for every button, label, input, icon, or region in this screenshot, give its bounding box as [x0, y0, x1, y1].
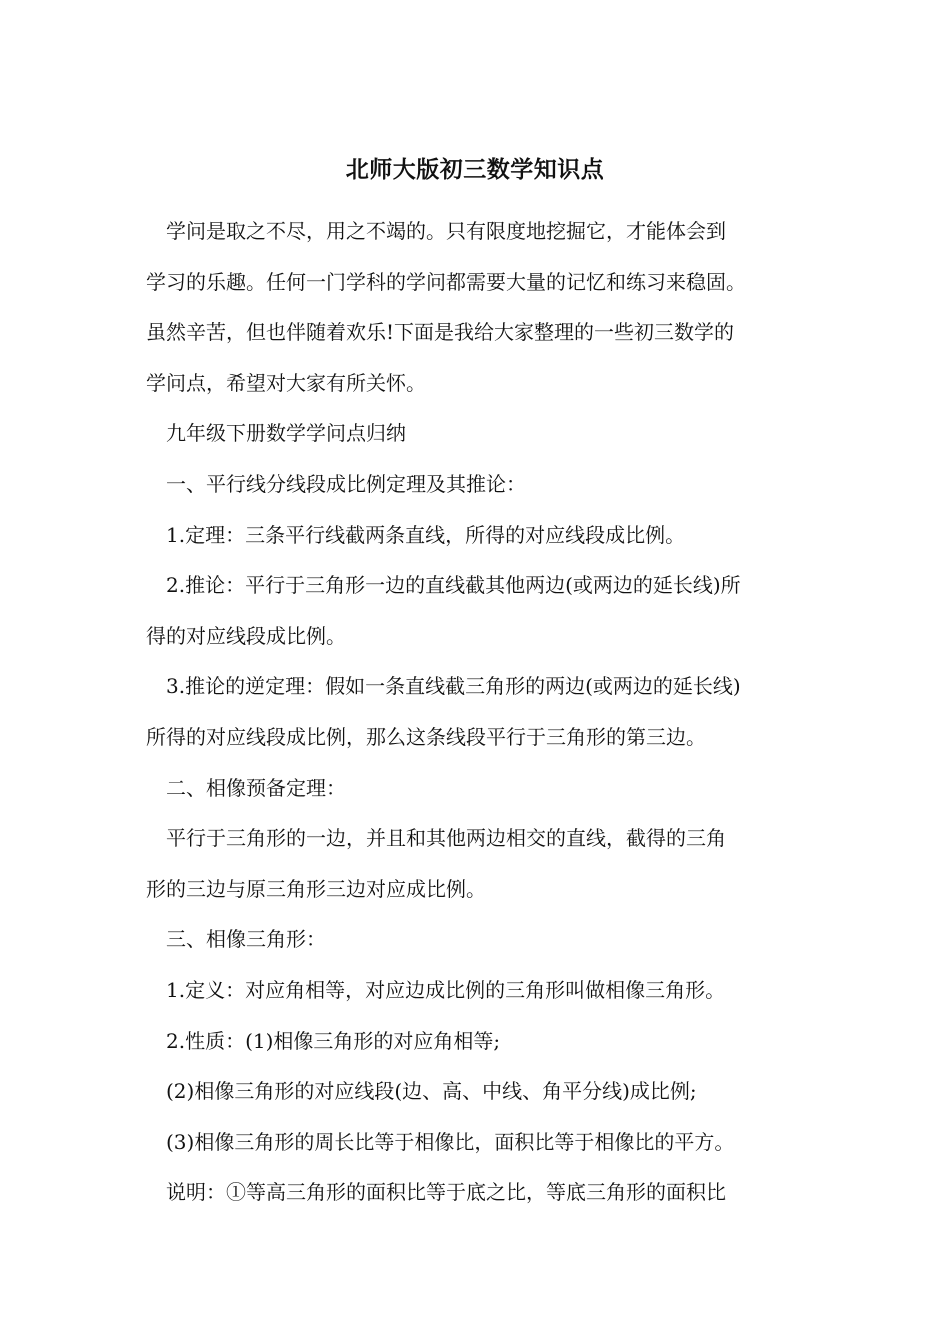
prelim-line-2: 形的三边与原三角形三边对应成比例。	[146, 876, 486, 901]
intro-line-3: 虽然辛苦，但也伴随着欢乐!下面是我给大家整理的一些初三数学的	[146, 320, 735, 345]
converse-line-2: 所得的对应线段成比例，那么这条线段平行于三角形的第三边。	[146, 724, 706, 749]
heading-similar-triangles: 三、相像三角形：	[166, 927, 326, 952]
theorem-line: 1.定理：三条平行线截两条直线，所得的对应线段成比例。	[166, 522, 686, 547]
property-line-2: (2)相像三角形的对应线段(边、高、中线、角平分线)成比例;	[166, 1079, 697, 1104]
corollary-line-2: 得的对应线段成比例。	[146, 623, 346, 648]
note-line-1: 说明：①等高三角形的面积比等于底之比，等底三角形的面积比	[166, 1180, 726, 1205]
document-title: 北师大版初三数学知识点	[345, 156, 605, 183]
intro-line-2: 学习的乐趣。任何一门学科的学问都需要大量的记忆和练习来稳固。	[146, 269, 746, 294]
document-body	[146, 206, 816, 1218]
prelim-line-1: 平行于三角形的一边，并且和其他两边相交的直线，截得的三角	[166, 826, 726, 851]
intro-line-1: 学问是取之不尽，用之不竭的。只有限度地挖掘它，才能体会到	[166, 219, 726, 243]
property-line-3: (3)相像三角形的周长比等于相像比，面积比等于相像比的平方。	[166, 1129, 735, 1154]
definition-line: 1.定义：对应角相等，对应边成比例的三角形叫做相像三角形。	[166, 977, 726, 1002]
corollary-line-1: 2.推论：平行于三角形一边的直线截其他两边(或两边的延长线)所	[166, 573, 741, 598]
section-heading: 九年级下册数学学问点归纳	[166, 421, 406, 446]
heading-parallel-lines: 一、平行线分线段成比例定理及其推论：	[166, 471, 526, 496]
property-line-1: 2.性质：(1)相像三角形的对应角相等;	[166, 1028, 501, 1053]
converse-line-1: 3.推论的逆定理：假如一条直线截三角形的两边(或两边的延长线)	[166, 674, 741, 699]
intro-line-4: 学问点，希望对大家有所关怀。	[146, 370, 426, 395]
heading-similarity-prelim: 二、相像预备定理：	[166, 775, 346, 800]
